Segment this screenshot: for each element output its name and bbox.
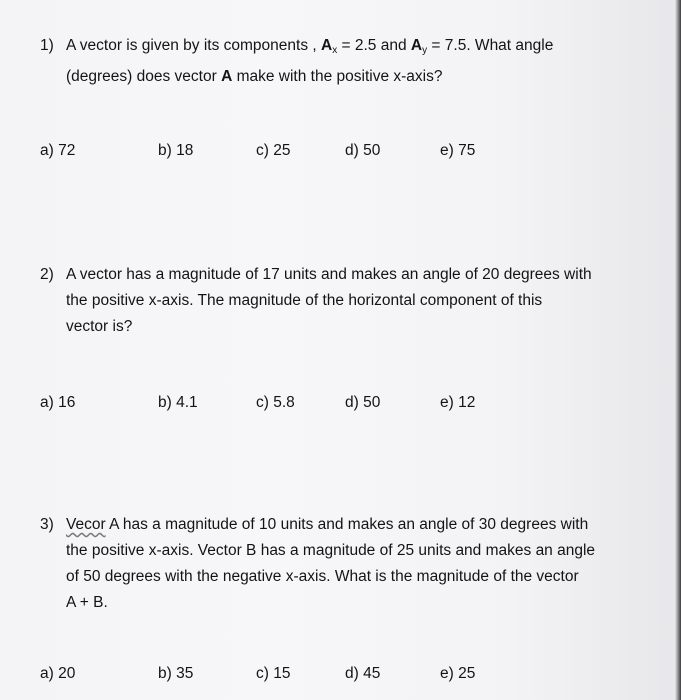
question-2-line-3: vector is? bbox=[66, 318, 133, 335]
question-3-line-4: A + B. bbox=[66, 594, 108, 611]
q3-choice-d: d) 45 bbox=[345, 665, 381, 682]
q3-choice-c: c) 15 bbox=[256, 665, 291, 682]
question-1-line-2-text: (degrees) does vector bbox=[66, 68, 222, 85]
question-2-text-line-1: A vector has a magnitude of 17 units and makes an angle of 20 degrees with bbox=[66, 266, 592, 283]
question-1-line-1 bbox=[40, 33, 640, 64]
question-3-number: 3) bbox=[40, 516, 54, 533]
q1-choice-d: d) 50 bbox=[345, 142, 381, 159]
q2-choice-b: b) 4.1 bbox=[158, 394, 198, 411]
misspelled-word: Vecor bbox=[66, 516, 106, 533]
question-1-number: 1) bbox=[40, 37, 54, 54]
question-2-line-2: the positive x-axis. The magnitude of the horizontal component of this bbox=[66, 292, 543, 309]
vector-a-symbol: A bbox=[321, 37, 333, 54]
subscript-y: y bbox=[422, 45, 428, 56]
question-2 bbox=[40, 262, 640, 340]
q1-choice-a: a) 72 bbox=[40, 142, 76, 159]
question-1 bbox=[40, 33, 640, 90]
question-1-line-2-end: make with the positive x-axis? bbox=[232, 68, 443, 85]
question-3 bbox=[40, 512, 640, 616]
q2-choice-d: d) 50 bbox=[345, 394, 381, 411]
q2-choice-c: c) 5.8 bbox=[256, 394, 295, 411]
q3-choice-a: a) 20 bbox=[40, 665, 76, 682]
q3-choice-e: e) 25 bbox=[440, 665, 476, 682]
question-1-text bbox=[66, 33, 553, 64]
question-1-text-a: A vector is given by its components , bbox=[66, 37, 322, 54]
question-2-line-1 bbox=[40, 262, 640, 288]
q1-choice-b: b) 18 bbox=[158, 142, 194, 159]
question-3-line-3: of 50 degrees with the negative x-axis. What is the magnitude of the vector bbox=[66, 568, 579, 585]
q2-choice-a: a) 16 bbox=[40, 394, 76, 411]
question-1-text-g: = 7.5. What angle bbox=[427, 37, 554, 54]
vector-a-symbol-3: A bbox=[221, 68, 233, 85]
question-2-number: 2) bbox=[40, 266, 54, 283]
vector-a-symbol-2: A bbox=[410, 37, 423, 54]
subscript-x: x bbox=[332, 45, 338, 56]
q1-choice-c: c) 25 bbox=[256, 142, 291, 159]
question-3-text-line-1 bbox=[66, 512, 588, 538]
question-1-text-d: = 2.5 and bbox=[337, 37, 411, 54]
q2-choice-e: e) 12 bbox=[440, 394, 476, 411]
question-3-line-2: the positive x-axis. Vector B has a magnitude of 25 units and makes an angle bbox=[66, 542, 596, 559]
q1-choice-e: e) 75 bbox=[440, 142, 476, 159]
question-1-line-2 bbox=[40, 64, 640, 90]
question-3-line-1-rest: A has a magnitude of 10 units and makes an angle of 30 degrees with bbox=[105, 516, 589, 533]
question-3-line-1 bbox=[40, 512, 640, 538]
q3-choice-b: b) 35 bbox=[158, 665, 194, 682]
